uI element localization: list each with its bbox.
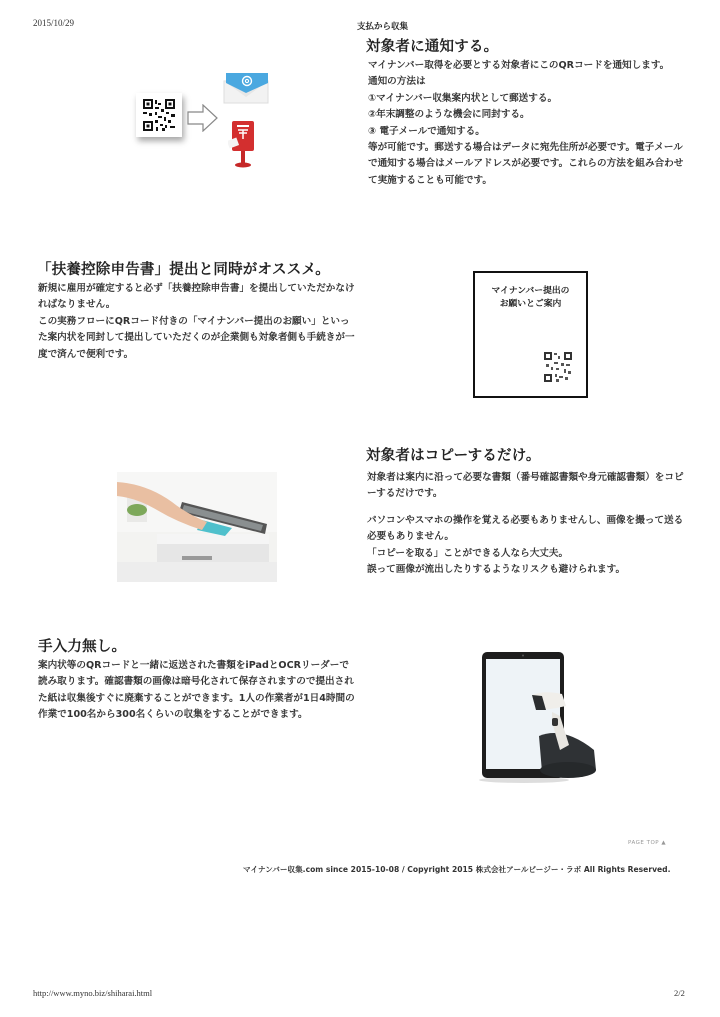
- paragraph: ②年末調整のような機会に同封する。: [368, 109, 530, 121]
- section-body-fuyo: [38, 281, 358, 363]
- section-heading-no-manual-input: 手入力無し。: [38, 639, 127, 655]
- copier-scanner-photo: [117, 472, 277, 582]
- paragraph: 「コピーを取る」ことができる人なら大丈夫。: [367, 547, 569, 559]
- paragraph: 誤って画像が流出したりするようなリスクも避けられます。: [367, 564, 626, 576]
- print-footer-page-number: 2/2: [674, 988, 685, 998]
- print-footer-url: http://www.myno.biz/shiharai.html: [33, 988, 153, 998]
- section-body-notify: [368, 58, 688, 189]
- notify-illustration: [130, 64, 260, 174]
- tablet-barcode-scanner-photo: [474, 650, 614, 785]
- section-body-copy-intro: [367, 470, 687, 503]
- up-arrow-icon: ▲: [661, 840, 667, 846]
- qr-code-icon: [136, 93, 182, 137]
- section-heading-notify: 対象者に通知する。: [366, 39, 499, 55]
- postbox-icon: [228, 121, 258, 169]
- paragraph: ③ 電子メールで通知する。: [368, 125, 485, 137]
- qr-code-icon: [544, 352, 572, 382]
- footer-copyright: マイナンバー収集.com since 2015-10-08 / Copyright 2015 株式会社アールビージー・ラボ All Rights Reserved.: [243, 865, 671, 874]
- section-body-no-manual-input: [38, 658, 358, 724]
- mynumber-request-flyer-image: [473, 271, 588, 398]
- print-header-date: 2015/10/29: [33, 18, 75, 28]
- flyer-title-line: お願いとご案内: [499, 299, 562, 309]
- paragraph: 通知の方法は: [368, 76, 426, 88]
- email-envelope-icon: [222, 71, 272, 105]
- flyer-title: [475, 285, 586, 311]
- section-heading-fuyo: 「扶養控除申告書」提出と同時がオススメ。: [37, 262, 330, 278]
- flyer-title-line: マイナンバー提出の: [491, 286, 570, 296]
- page-top-link[interactable]: [628, 840, 666, 846]
- section-body-copy-details: [367, 513, 687, 579]
- section-heading-copy: 対象者はコピーするだけ。: [366, 448, 541, 464]
- paragraph: 新規に雇用が確定すると必ず「扶養控除申告書」を提出していただかなければなりません。: [38, 283, 355, 311]
- print-header-title: 支払から収集: [357, 22, 409, 32]
- paragraph: 案内状等のQRコードと一緒に返送された書類をiPadとOCRリーダーで読み取ります。確認書類の画像は暗号化されて保存されますので提出された紙は収集後すぐに廃棄することができます。1人の作業者が1日4時間の作業で100名から300名くらいの収集をすることができます。: [38, 660, 355, 721]
- paragraph: マイナンバー取得を必要とする対象者にこのQRコードを通知します。: [368, 60, 670, 71]
- paragraph: パソコンやスマホの操作を覚える必要もありませんし、画像を撮って送る必要もありません。: [367, 515, 684, 543]
- paragraph: ①マイナンバー収集案内状として郵送する。: [368, 92, 558, 104]
- page-top-label: PAGE TOP: [628, 840, 660, 846]
- paragraph: 対象者は案内に沿って必要な書類（番号確認書類や身元確認書類）をコピーするだけです。: [367, 472, 684, 500]
- paragraph: 等が可能です。郵送する場合はデータに宛先住所が必要です。電子メールで通知する場合はメールアドレスが必要です。これらの方法を組み合わせて実施することも可能です。: [368, 142, 684, 186]
- arrow-right-icon: [187, 104, 219, 132]
- paragraph: この実務フローにQRコード付きの「マイナンバー提出のお願い」といった案内状を同封して提出していただくのが企業側も対象者側も手続きが一度で済んで便利です。: [38, 315, 355, 360]
